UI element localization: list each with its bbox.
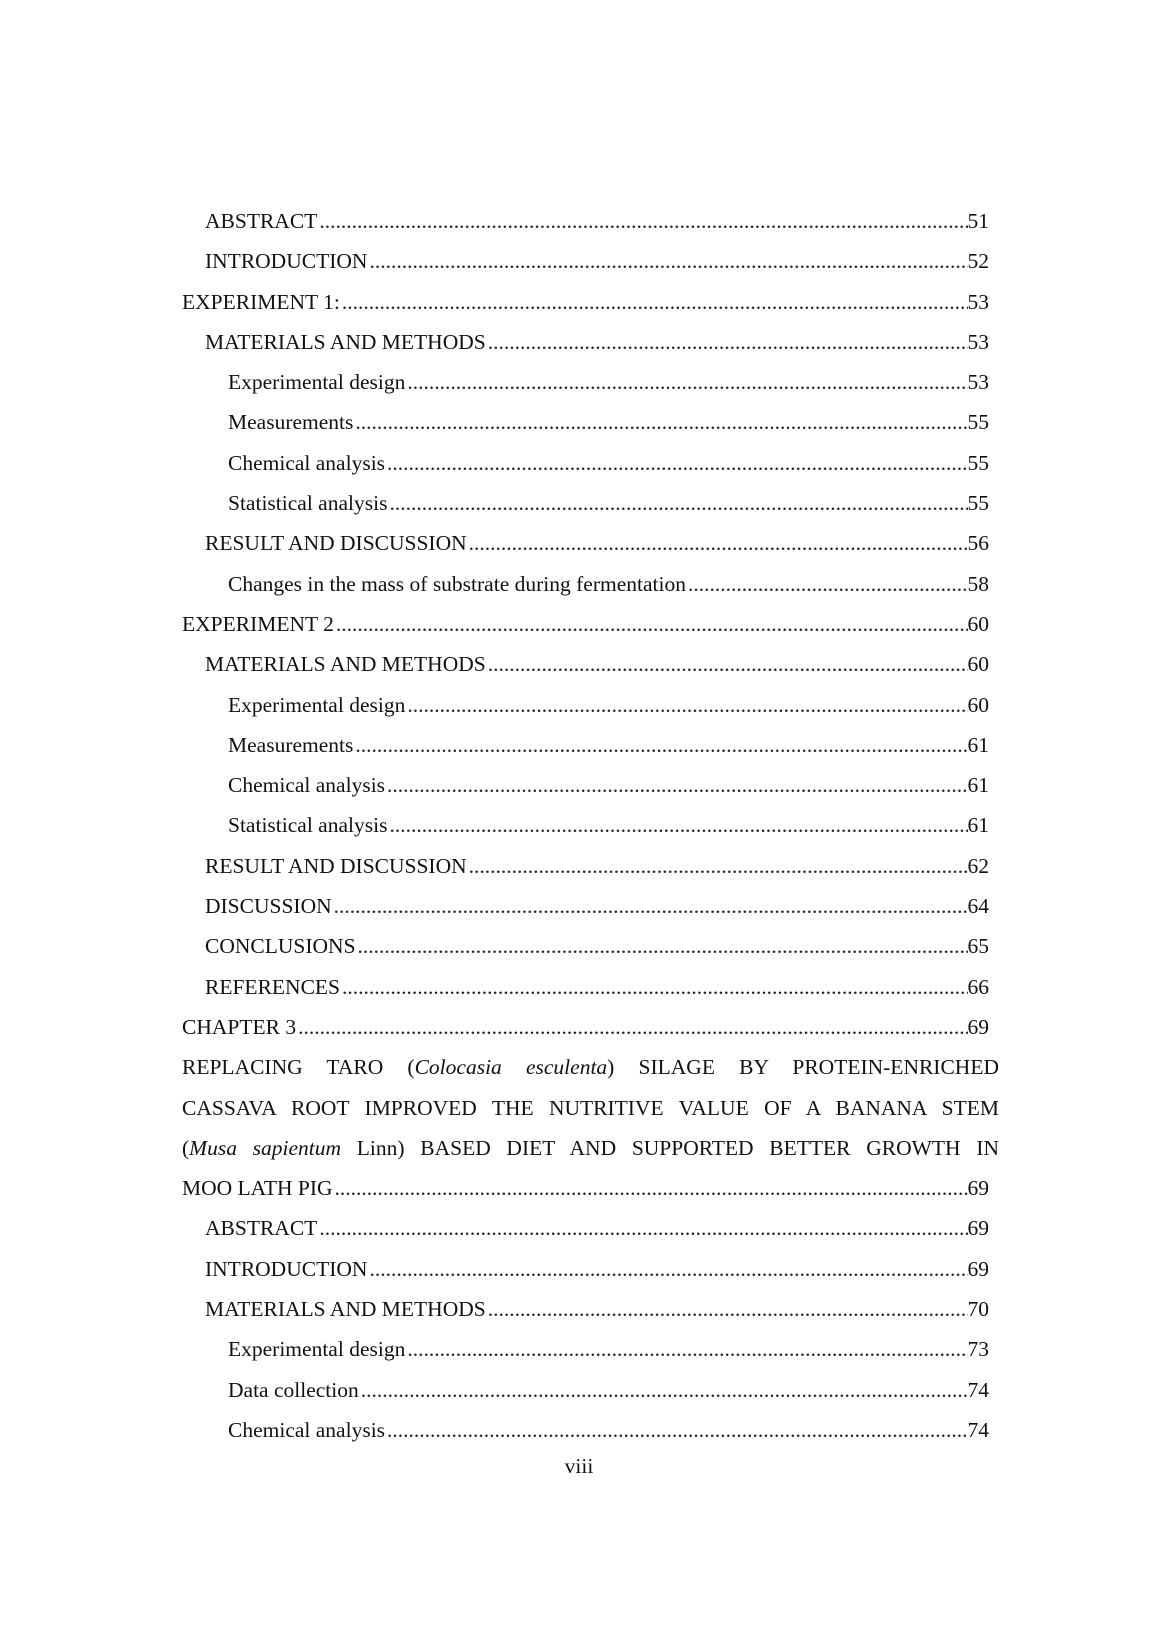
toc-entry[interactable] xyxy=(182,1329,999,1369)
dot-leader xyxy=(355,725,967,765)
toc-entry-page: 53 xyxy=(967,370,989,395)
toc-entry-page: 74 xyxy=(967,1417,989,1442)
toc-entry-label: Experimental design xyxy=(228,370,406,395)
toc-entry-label: MATERIALS AND METHODS xyxy=(205,1297,486,1322)
dot-leader xyxy=(387,1410,967,1450)
toc-entry-label: Statistical analysis xyxy=(228,491,388,516)
dot-leader xyxy=(361,1370,968,1410)
toc-entry-label: Experimental design xyxy=(228,1337,406,1362)
dot-leader xyxy=(355,402,967,442)
toc-entry[interactable] xyxy=(182,1410,999,1450)
dot-leader xyxy=(407,362,967,402)
toc-entry-label: ABSTRACT xyxy=(205,209,318,233)
toc-entry-label: INTRODUCTION xyxy=(205,1256,368,1281)
toc-entry-page: 56 xyxy=(967,531,989,556)
toc-entry-label: Measurements xyxy=(228,732,354,757)
dot-leader xyxy=(334,886,968,926)
dot-leader xyxy=(488,322,968,362)
toc-entry-page: 66 xyxy=(967,974,989,999)
dot-leader xyxy=(319,201,967,241)
toc-entry-label: Data collection xyxy=(228,1377,359,1402)
dot-leader xyxy=(407,685,967,725)
dot-leader xyxy=(407,1329,967,1369)
toc-entry-page: 53 xyxy=(967,329,989,354)
chapter-title xyxy=(182,1047,999,1208)
dot-leader xyxy=(387,443,967,483)
dot-leader xyxy=(688,564,968,604)
toc-entry-page: 74 xyxy=(967,1377,989,1402)
toc-entry-label: EXPERIMENT 2 xyxy=(182,611,334,636)
page-number: viii xyxy=(564,1454,594,1478)
dot-leader xyxy=(369,241,967,281)
toc-entry-label: REFERENCES xyxy=(205,974,340,999)
table-of-contents xyxy=(182,201,999,1450)
toc-entry-label: MOO LATH PIG xyxy=(182,1176,333,1201)
dot-leader xyxy=(298,1007,967,1047)
toc-entry[interactable] xyxy=(182,1249,999,1289)
toc-entry[interactable] xyxy=(182,362,999,402)
toc-entry[interactable] xyxy=(182,1007,999,1047)
toc-entry[interactable] xyxy=(182,201,999,241)
toc-entry-page: 70 xyxy=(967,1297,989,1322)
toc-entry[interactable] xyxy=(182,725,999,765)
toc-entry[interactable] xyxy=(182,765,999,805)
toc-entry-label: CHAPTER 3 xyxy=(182,1014,297,1039)
toc-entry[interactable] xyxy=(182,282,999,322)
toc-entry[interactable] xyxy=(182,564,999,604)
toc-entry-page: 69 xyxy=(967,1256,989,1281)
dot-leader xyxy=(469,846,968,886)
toc-entry-label: INTRODUCTION xyxy=(205,249,368,274)
toc-entry-label: RESULT AND DISCUSSION xyxy=(205,531,467,556)
toc-entry[interactable] xyxy=(182,604,999,644)
dot-leader xyxy=(336,604,968,644)
toc-entry[interactable] xyxy=(182,967,999,1007)
chapter-title-line: CASSAVA ROOT IMPROVED THE NUTRITIVE VALUE OF A BANANA STEM xyxy=(182,1095,999,1120)
toc-entry-page: 60 xyxy=(967,611,989,636)
toc-entry-label: Experimental design xyxy=(228,692,406,717)
toc-entry-label: EXPERIMENT 1: xyxy=(182,289,340,314)
toc-entry[interactable] xyxy=(182,1208,999,1248)
chapter-title-line: (Musa sapientum Linn) BASED DIET AND SUPPORTED BETTER GROWTH IN xyxy=(182,1135,999,1160)
toc-entry-page: 60 xyxy=(967,652,989,677)
chapter-title-line: REPLACING TARO (Colocasia esculenta) SILAGE BY PROTEIN-ENRICHED xyxy=(182,1055,999,1080)
toc-entry-page: 69 xyxy=(967,1014,989,1039)
toc-entry-page: 53 xyxy=(967,289,989,314)
toc-entry-page: 64 xyxy=(967,894,989,919)
toc-entry[interactable] xyxy=(182,1289,999,1329)
toc-entry[interactable] xyxy=(182,443,999,483)
toc-entry-page: 65 xyxy=(967,934,989,959)
toc-entry[interactable] xyxy=(182,523,999,563)
toc-entry-page: 61 xyxy=(967,732,989,757)
toc-entry[interactable] xyxy=(182,402,999,442)
dot-leader xyxy=(387,765,967,805)
toc-entry-label: RESULT AND DISCUSSION xyxy=(205,853,467,878)
dot-leader xyxy=(389,483,967,523)
toc-entry[interactable] xyxy=(182,805,999,845)
toc-entry-page: 58 xyxy=(967,571,989,596)
toc-entry-page: 52 xyxy=(967,249,989,274)
toc-entry-page: 61 xyxy=(967,773,989,798)
toc-entry-label: Measurements xyxy=(228,410,354,435)
dot-leader xyxy=(342,282,968,322)
toc-entry[interactable] xyxy=(182,1370,999,1410)
toc-entry-page: 73 xyxy=(967,1337,989,1362)
toc-block-2 xyxy=(182,1208,999,1450)
dot-leader xyxy=(369,1249,967,1289)
toc-entry[interactable] xyxy=(182,241,999,281)
toc-entry-page: 55 xyxy=(967,491,989,516)
dot-leader xyxy=(358,926,968,966)
dot-leader xyxy=(469,523,968,563)
toc-entry[interactable] xyxy=(182,926,999,966)
dot-leader xyxy=(335,1168,968,1208)
toc-entry-page: 60 xyxy=(967,692,989,717)
dot-leader xyxy=(342,967,968,1007)
toc-entry[interactable] xyxy=(182,1168,999,1208)
toc-entry-label: Changes in the mass of substrate during fermentation xyxy=(228,571,686,596)
toc-entry[interactable] xyxy=(182,483,999,523)
toc-entry-label: MATERIALS AND METHODS xyxy=(205,652,486,677)
toc-entry-page: 55 xyxy=(967,450,989,475)
toc-entry[interactable] xyxy=(182,846,999,886)
toc-entry-page: 55 xyxy=(967,410,989,435)
toc-entry-label: Chemical analysis xyxy=(228,1417,386,1442)
toc-entry[interactable] xyxy=(182,685,999,725)
toc-entry[interactable] xyxy=(182,886,999,926)
toc-entry[interactable] xyxy=(182,644,999,684)
toc-entry-label: Statistical analysis xyxy=(228,813,388,838)
dot-leader xyxy=(488,644,968,684)
toc-entry-label: CONCLUSIONS xyxy=(205,934,356,959)
toc-entry-page: 69 xyxy=(967,1176,989,1201)
toc-entry-page: 62 xyxy=(967,853,989,878)
toc-entry-page: 69 xyxy=(967,1216,989,1241)
toc-entry-label: MATERIALS AND METHODS xyxy=(205,329,486,354)
toc-entry-label: DISCUSSION xyxy=(205,894,332,919)
toc-entry-label: Chemical analysis xyxy=(228,773,386,798)
dot-leader xyxy=(319,1208,967,1248)
toc-entry-page: 61 xyxy=(967,813,989,838)
toc-entry-label: ABSTRACT xyxy=(205,1216,318,1241)
toc-entry-label: Chemical analysis xyxy=(228,450,386,475)
dot-leader xyxy=(389,805,967,845)
toc-entry[interactable] xyxy=(182,322,999,362)
toc-block-1 xyxy=(182,201,999,1047)
dot-leader xyxy=(488,1289,968,1329)
toc-entry-page: 51 xyxy=(967,209,989,233)
